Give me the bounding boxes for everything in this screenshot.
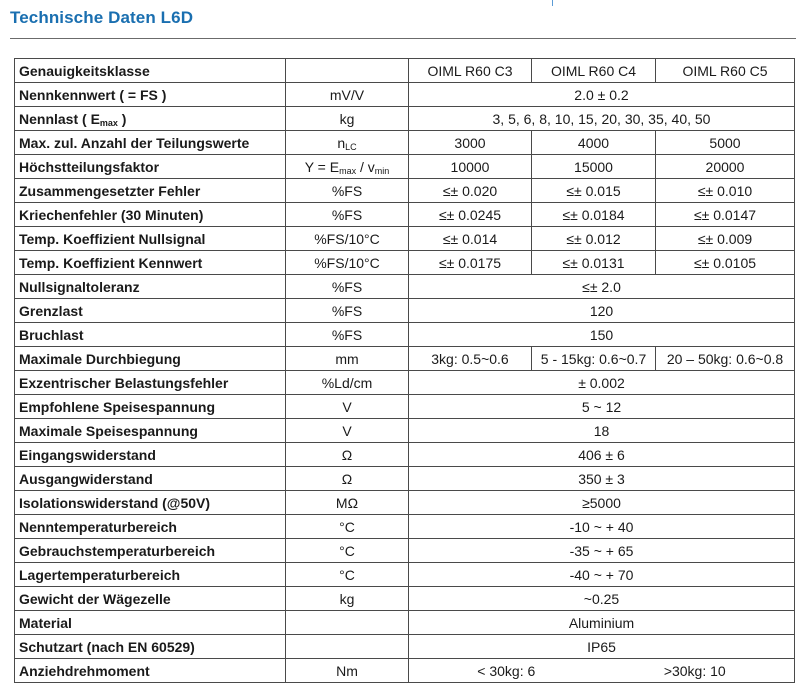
table-row [15,83,795,107]
row-unit: %FS [286,275,409,299]
row-value: 350 ± 3 [409,467,795,491]
row-value-part: < 30kg: 6 [477,662,536,679]
table-row [15,155,795,179]
row-unit: MΩ [286,491,409,515]
row-unit: mm [286,347,409,371]
row-label: Exzentrischer Belastungsfehler [15,371,286,395]
row-label: Isolationswiderstand (@50V) [15,491,286,515]
row-label-subscript: max [99,117,118,128]
row-value-class-3: ≤± 0.014 [409,227,532,251]
row-label: Empfohlene Speisespannung [15,395,286,419]
row-unit [286,635,409,659]
table-row [15,611,795,635]
row-value-class-4: ≤± 0.0184 [532,203,656,227]
row-label: Eingangswiderstand [15,443,286,467]
row-value: 3, 5, 6, 8, 10, 15, 20, 30, 35, 40, 50 [409,107,795,131]
row-value-class-5: ≤± 0.010 [656,179,795,203]
header-class-c4: OIML R60 C4 [532,59,656,83]
header-label: Genauigkeitsklasse [15,59,286,83]
row-value-class-4: ≤± 0.012 [532,227,656,251]
row-value-class-5: ≤± 0.0105 [656,251,795,275]
row-unit: %FS [286,179,409,203]
row-label: Nenntemperaturbereich [15,515,286,539]
row-value-class-4: 5 - 15kg: 0.6~0.7 [532,347,656,371]
row-label: Maximale Speisespannung [15,419,286,443]
table-row [15,443,795,467]
table-row [15,299,795,323]
table-row [15,107,795,131]
row-label-text-end: ) [117,110,127,127]
row-unit: %FS [286,323,409,347]
table-row [15,563,795,587]
row-label: Maximale Durchbiegung [15,347,286,371]
row-unit: %Ld/cm [286,371,409,395]
row-label-text: Nennlast ( E [19,110,100,127]
row-unit: Ω [286,443,409,467]
table-row [15,179,795,203]
unit-text: / v [356,158,375,175]
table-row [15,323,795,347]
row-label: Schutzart (nach EN 60529) [15,635,286,659]
table-row [15,659,795,683]
row-label: Material [15,611,286,635]
table-row [15,203,795,227]
row-value-class-3: ≤± 0.0245 [409,203,532,227]
row-value: 120 [409,299,795,323]
row-value: -35 ~ + 65 [409,539,795,563]
row-unit: %FS [286,203,409,227]
row-value-class-5: ≤± 0.009 [656,227,795,251]
row-value-class-5: 20 – 50kg: 0.6~0.8 [656,347,795,371]
row-label: Nullsignaltoleranz [15,275,286,299]
row-value: 18 [409,419,795,443]
row-value-part: >30kg: 10 [663,662,726,679]
header-unit [286,59,409,83]
table-row [15,419,795,443]
row-unit [286,155,409,179]
row-value-class-3: ≤± 0.0175 [409,251,532,275]
table-row [15,251,795,275]
header-class-c5: OIML R60 C5 [656,59,795,83]
table-row [15,491,795,515]
row-unit: %FS/10°C [286,227,409,251]
row-unit: kg [286,587,409,611]
row-unit: °C [286,539,409,563]
row-unit: %FS [286,299,409,323]
row-value-class-3: 3kg: 0.5~0.6 [409,347,532,371]
unit-text: n [337,134,346,151]
row-label: Gebrauchstemperaturbereich [15,539,286,563]
row-label [15,107,286,131]
row-value-split [413,664,790,678]
row-value: ± 0.002 [409,371,795,395]
unit-text: Y = E [304,158,340,175]
row-value-class-3: 3000 [409,131,532,155]
table-row [15,227,795,251]
table-row [15,539,795,563]
row-unit: °C [286,515,409,539]
unit-subscript: min [374,165,390,176]
row-value-class-3: ≤± 0.020 [409,179,532,203]
row-value: ≥5000 [409,491,795,515]
table-header-row [15,59,795,83]
row-unit [286,131,409,155]
row-value: 406 ± 6 [409,443,795,467]
table-row [15,467,795,491]
row-unit: %FS/10°C [286,251,409,275]
row-label: Temp. Koeffizient Kennwert [15,251,286,275]
row-label: Gewicht der Wägezelle [15,587,286,611]
row-label: Kriechenfehler (30 Minuten) [15,203,286,227]
row-unit: V [286,419,409,443]
row-label: Ausgangwiderstand [15,467,286,491]
row-value-class-3: 10000 [409,155,532,179]
row-value-class-5: 20000 [656,155,795,179]
title-underline [10,38,796,39]
row-label: Nennkennwert ( = FS ) [15,83,286,107]
row-value: ≤± 2.0 [409,275,795,299]
row-value-class-5: 5000 [656,131,795,155]
row-unit: Ω [286,467,409,491]
row-label: Max. zul. Anzahl der Teilungswerte [15,131,286,155]
row-value: 2.0 ± 0.2 [409,83,795,107]
row-label: Temp. Koeffizient Nullsignal [15,227,286,251]
row-value-class-4: 4000 [532,131,656,155]
row-value-class-4: 15000 [532,155,656,179]
table-row [15,395,795,419]
row-value: Aluminium [409,611,795,635]
row-label: Lagertemperaturbereich [15,563,286,587]
row-unit: °C [286,563,409,587]
header-class-c3: OIML R60 C3 [409,59,532,83]
row-label: Anziehdrehmoment [15,659,286,683]
row-value: ~0.25 [409,587,795,611]
row-unit: Nm [286,659,409,683]
header-tick-divider [552,0,553,6]
page-title: Technische Daten L6D [10,8,194,27]
row-value [409,659,795,683]
row-value-class-4: ≤± 0.0131 [532,251,656,275]
row-unit: V [286,395,409,419]
table-row [15,275,795,299]
table-row [15,587,795,611]
table-row [15,347,795,371]
spec-table [14,58,795,683]
row-unit [286,611,409,635]
unit-subscript: LC [345,141,357,152]
row-label: Zusammengesetzter Fehler [15,179,286,203]
unit-subscript: max [339,165,357,176]
row-label: Bruchlast [15,323,286,347]
row-value-class-5: ≤± 0.0147 [656,203,795,227]
row-value: 5 ~ 12 [409,395,795,419]
row-value: 150 [409,323,795,347]
row-unit: mV/V [286,83,409,107]
row-value: -40 ~ + 70 [409,563,795,587]
row-value-class-4: ≤± 0.015 [532,179,656,203]
table-row [15,515,795,539]
row-unit: kg [286,107,409,131]
table-row [15,635,795,659]
row-value: IP65 [409,635,795,659]
row-value: -10 ~ + 40 [409,515,795,539]
table-row [15,131,795,155]
row-label: Grenzlast [15,299,286,323]
spec-table-body [15,59,795,683]
table-row [15,371,795,395]
row-label: Höchstteilungsfaktor [15,155,286,179]
